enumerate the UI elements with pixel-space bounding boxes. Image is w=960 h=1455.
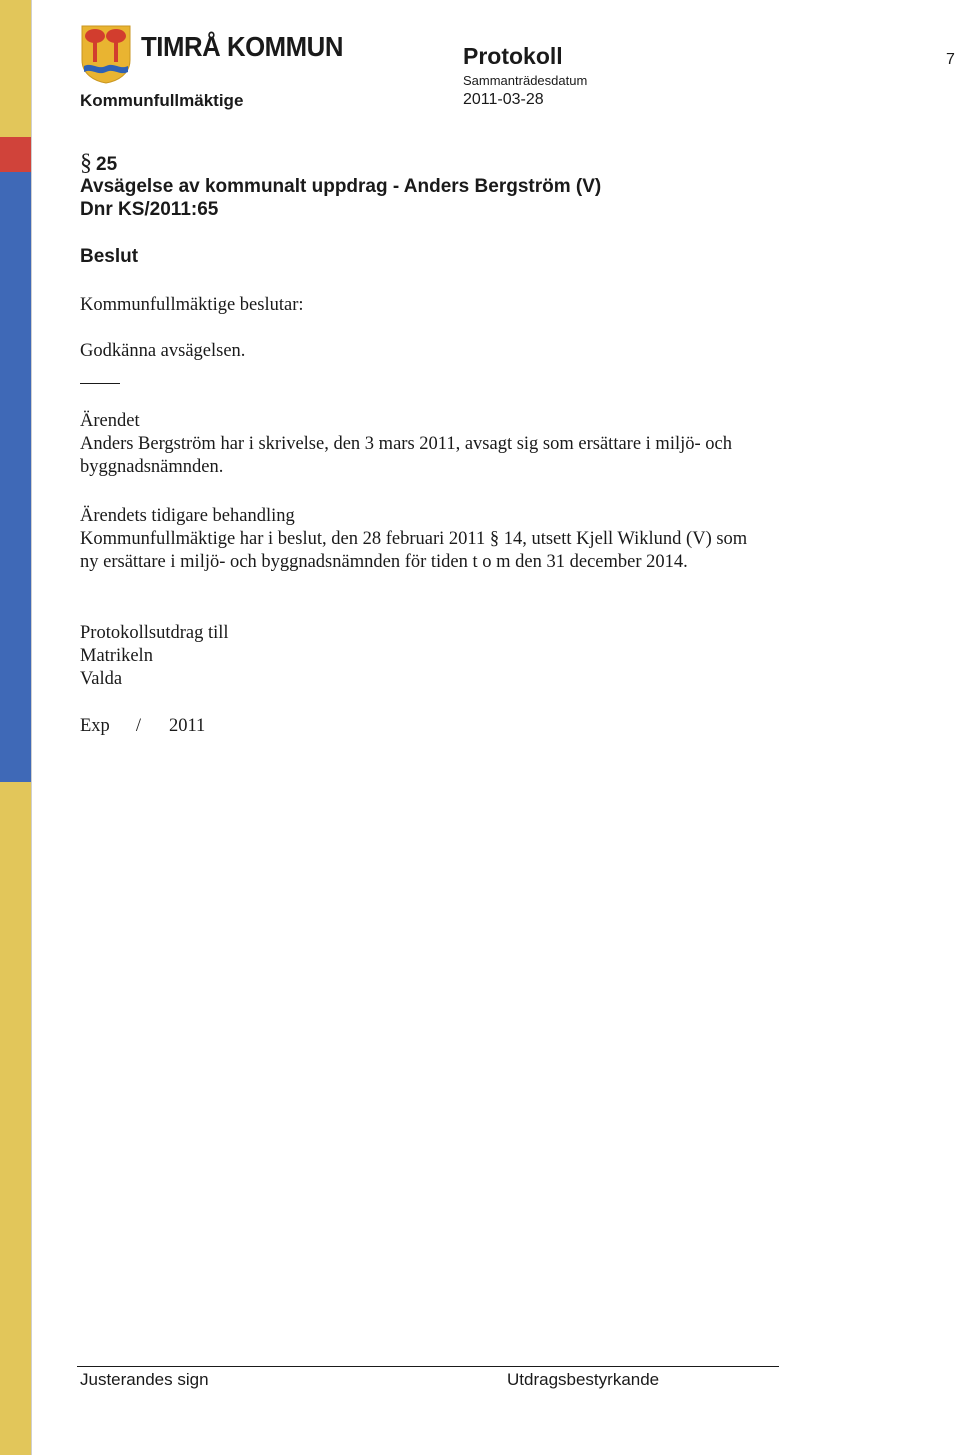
municipality-name: TIMRÅ KOMMUN [141, 31, 343, 62]
sidebar-red-band [0, 137, 31, 172]
meeting-date-label: Sammanträdesdatum [463, 73, 588, 88]
color-sidebar [0, 0, 31, 1455]
page-number: 7 [946, 51, 955, 68]
matter-title: Avsägelse av kommunalt uppdrag - Anders Bergström (V) [80, 176, 602, 197]
previous-handling-heading: Ärendets tidigare behandling [80, 506, 295, 526]
matter-text: Anders Bergström har i skrivelse, den 3 mars 2011, avsagt sig som ersättare i miljö- och byggnadsnämnden. [80, 434, 732, 477]
sidebar-divider [31, 0, 32, 1455]
dispatch-year: 2011 [168, 716, 206, 736]
footer-adjuster-signature: Justerandes sign [80, 1370, 209, 1389]
meeting-date: 2011-03-28 [463, 91, 544, 108]
dispatch-label: Exp [80, 716, 110, 736]
sidebar-blue-band [0, 172, 31, 782]
dispatch-slash: / [135, 716, 141, 736]
previous-handling-text: Kommunfullmäktige har i beslut, den 28 februari 2011 § 14, utsett Kjell Wiklund (V) som ny ersättare i miljö- och byggnadsnämnden för tiden t o m den 31 december 2014. [80, 529, 748, 572]
decision-heading: Beslut [80, 246, 139, 267]
extract-heading: Protokollsutdrag till [80, 623, 229, 643]
header-body-name: Kommunfullmäktige [80, 91, 244, 110]
sidebar-yellow-bottom [0, 782, 31, 1455]
sidebar-yellow-top [0, 0, 31, 137]
registration-number: Dnr KS/2011:65 [80, 199, 219, 220]
extract-recipient: Matrikeln [80, 646, 153, 666]
paragraph-number [80, 150, 117, 177]
decision-text: Godkänna avsägelsen. [80, 341, 246, 361]
extract-recipient: Valda [80, 669, 123, 689]
footer-rule [77, 1366, 779, 1367]
matter-heading: Ärendet [80, 411, 140, 431]
decision-intro: Kommunfullmäktige beslutar: [80, 295, 304, 315]
dispatch-line [80, 715, 770, 738]
paragraph-number-value: 25 [96, 154, 118, 175]
section-sign: § [80, 150, 92, 176]
separator-line [80, 383, 120, 384]
footer-extract-certification: Utdragsbestyrkande [507, 1370, 660, 1389]
timra-coat-of-arms-icon [78, 24, 134, 84]
document-title: Protokoll [463, 43, 563, 69]
